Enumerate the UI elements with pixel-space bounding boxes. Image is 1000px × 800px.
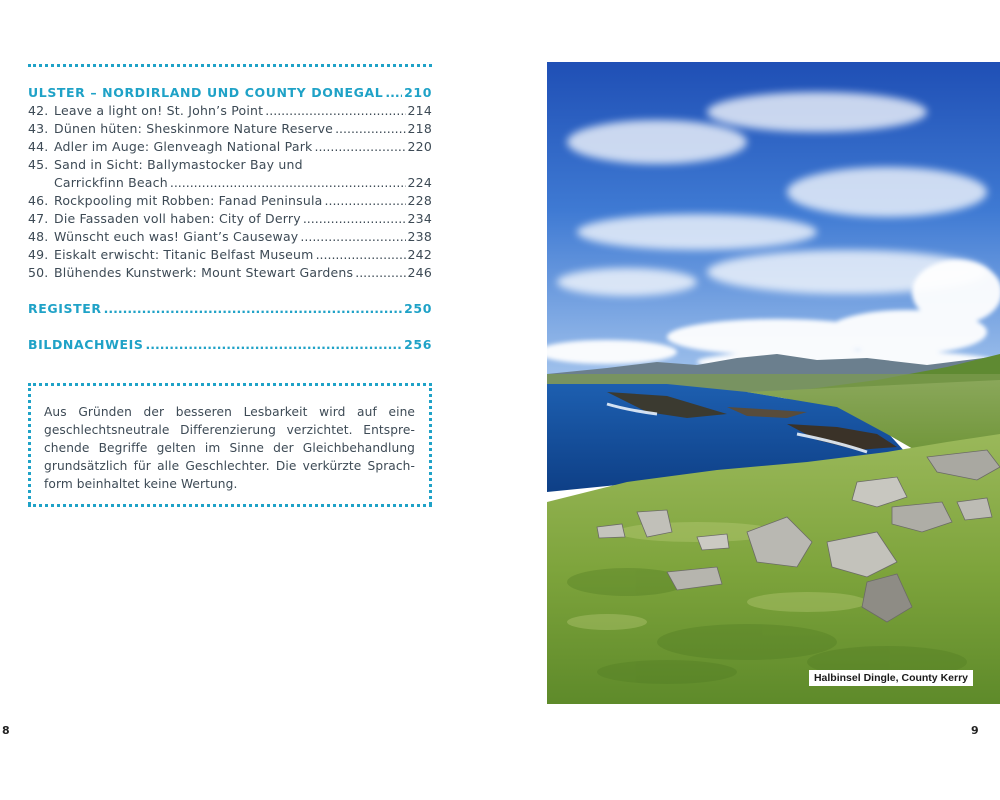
toc-entry[interactable] [28, 120, 432, 138]
toc-entry-number: 50. [28, 265, 49, 280]
toc-entry-page: 220 [407, 139, 432, 154]
toc-register-page: 250 [404, 301, 432, 316]
toc-entry[interactable] [28, 102, 432, 120]
toc-entry-number: 47. [28, 211, 49, 226]
toc-section-title: ULSTER – NORDIRLAND UND COUNTY DONEGAL [28, 85, 384, 100]
toc-entry-page: 242 [407, 247, 432, 262]
toc-bildnachweis-page: 256 [404, 337, 432, 352]
toc-entry-title: Sand in Sicht: Ballymastocker Bay und [54, 157, 303, 172]
toc-entry[interactable] [28, 210, 432, 228]
page-number-right: 9 [971, 724, 979, 737]
toc-entry-number: 44. [28, 139, 49, 154]
toc-entry-title: Leave a light on! St. John’s Point [54, 103, 264, 118]
toc-entry[interactable] [28, 264, 432, 282]
toc-section-ulster[interactable] [28, 84, 432, 102]
toc-entry-title: Wünscht euch was! Giant’s Causeway [54, 229, 299, 244]
toc-register[interactable] [28, 300, 432, 318]
toc-entry-title-continued: Carrickfinn Beach [54, 175, 168, 190]
notice-box-bottom-border [28, 504, 432, 507]
gender-neutrality-notice [44, 403, 415, 493]
toc-entry[interactable] [28, 156, 432, 174]
notice-box-left-border [28, 383, 31, 505]
toc-entry-title: Rockpooling mit Robben: Fanad Peninsula [54, 193, 323, 208]
toc-entry[interactable] [28, 246, 432, 264]
toc-entry-continuation[interactable] [28, 174, 432, 192]
toc-entry-number: 49. [28, 247, 49, 262]
toc-entry-title: Eiskalt erwischt: Titanic Belfast Museum [54, 247, 314, 262]
landscape-illustration [547, 62, 1000, 704]
toc-entry[interactable] [28, 228, 432, 246]
toc-entry-number: 48. [28, 229, 49, 244]
toc-entry-number: 45. [28, 157, 49, 172]
notice-line: Aus Gründen der besseren Lesbarkeit wird auf eine [44, 405, 415, 419]
toc-entry-page: 224 [407, 175, 432, 190]
notice-box-right-border [429, 383, 432, 505]
toc-register-title: REGISTER [28, 301, 102, 316]
toc-entry-page: 218 [407, 121, 432, 136]
toc-entry-title: Blühendes Kunstwerk: Mount Stewart Gardens [54, 265, 354, 280]
toc-entry-page: 228 [407, 193, 432, 208]
toc-entry-number: 43. [28, 121, 49, 136]
toc-entry-page: 214 [407, 103, 432, 118]
toc-bildnachweis[interactable] [28, 336, 432, 354]
notice-line: chende Begriffe gelten im Sinne der Gleichbehandlung [44, 441, 415, 455]
notice-line: grundsätzlich für alle Geschlechter. Die verkürzte Sprach- [44, 459, 415, 473]
toc-section-page: 210 [404, 85, 432, 100]
table-of-contents [28, 84, 432, 354]
dingle-peninsula-photo [547, 62, 1000, 704]
toc-entry-page: 234 [407, 211, 432, 226]
notice-line: geschlechtsneutrale Differenzierung verzichtet. Entspre- [44, 423, 415, 437]
toc-entry-page: 238 [407, 229, 432, 244]
toc-top-rule [28, 64, 432, 67]
toc-bildnachweis-title: BILDNACHWEIS [28, 337, 144, 352]
notice-line: form beinhaltet keine Wertung. [44, 477, 238, 491]
toc-entry-title: Die Fassaden voll haben: City of Derry [54, 211, 301, 226]
toc-entry[interactable] [28, 138, 432, 156]
toc-entry-title: Adler im Auge: Glenveagh National Park [54, 139, 313, 154]
notice-box-top-border [28, 383, 432, 386]
page-number-left: 8 [2, 724, 10, 737]
toc-entry-number: 46. [28, 193, 49, 208]
toc-entry-title: Dünen hüten: Sheskinmore Nature Reserve [54, 121, 334, 136]
toc-entry-number: 42. [28, 103, 49, 118]
toc-entry[interactable] [28, 192, 432, 210]
toc-entry-page: 246 [407, 265, 432, 280]
photo-caption: Halbinsel Dingle, County Kerry [809, 670, 973, 686]
